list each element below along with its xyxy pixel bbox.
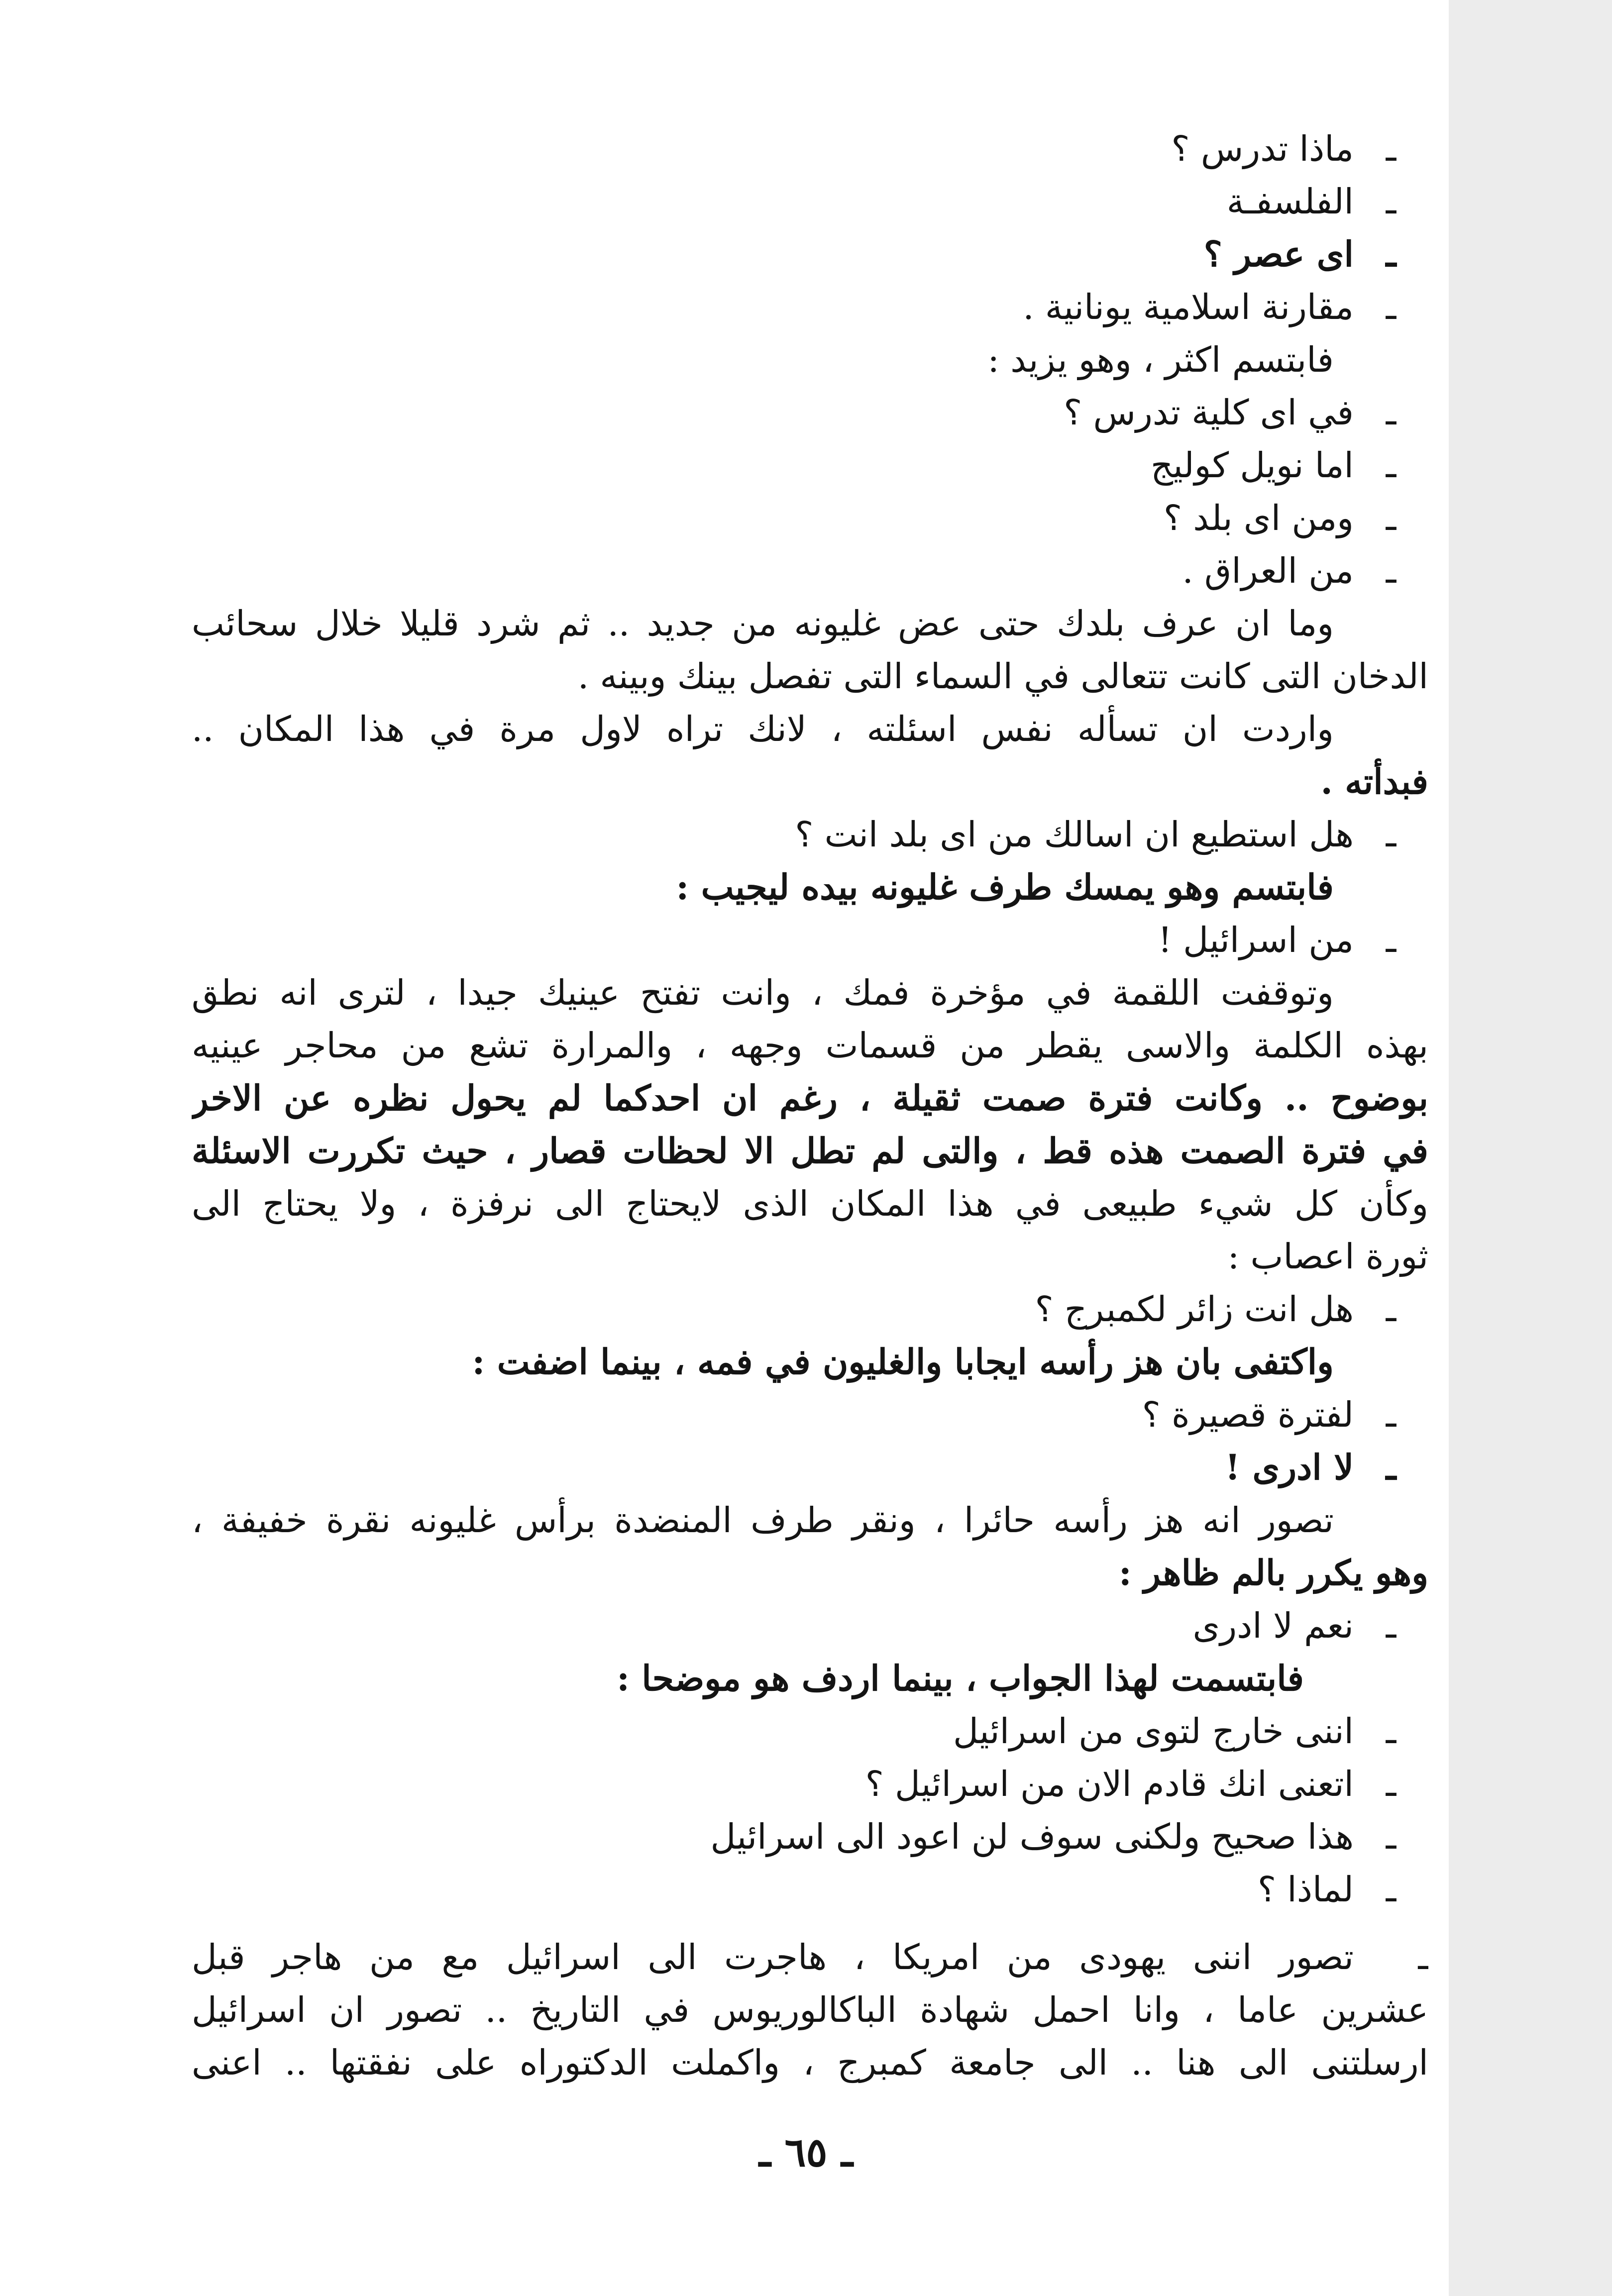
dialogue-text: مقارنة اسلامية يونانية . (1023, 287, 1354, 327)
dialogue-text: ماذا تدرس ؟ (1171, 128, 1354, 169)
dialogue-dash: ـ (1386, 1289, 1397, 1330)
dialogue-line (192, 1705, 1428, 1758)
paragraph-line (192, 1931, 1428, 1983)
paragraph-line: عشرين عاما ، وانا احمل شهادة الباكالوريوس في التاريخ .. تصور ان اسرائيل (192, 1989, 1428, 2030)
dialogue-line (192, 281, 1428, 333)
dialogue-dash: ـ (1386, 181, 1397, 222)
dialogue-line (192, 914, 1428, 966)
paragraph-line: وكأن كل شيء طبيعى في هذا المكان الذى لايحتاج الى نرفزة ، ولا يحتاج الى (192, 1183, 1428, 1224)
dialogue-text: الفلسفـة (1226, 181, 1354, 222)
book-page-text (192, 122, 1428, 2089)
paragraph-line: بوضوح .. وكانت فترة صمت ثقيلة ، رغم ان احدكما لم يحول نظره عن الاخر (192, 1077, 1428, 1119)
dialogue-line (192, 808, 1428, 861)
paragraph-line: بهذه الكلمة والاسى يقطر من قسمات وجهه ، والمرارة تشع من محاجر عينيه (192, 1025, 1428, 1066)
dialogue-text: اى عصر ؟ (1203, 233, 1354, 275)
dialogue-dash: ـ (1386, 920, 1397, 960)
dialogue-dash: ـ (1386, 128, 1397, 169)
dialogue-text: لا ادرى ! (1225, 1447, 1354, 1488)
dialogue-dash: ـ (1386, 1394, 1397, 1435)
dialogue-text: هل استطيع ان اسالك من اى بلد انت ؟ (795, 814, 1354, 855)
dialogue-text: لماذا ؟ (1257, 1869, 1354, 1910)
dialogue-text: ومن اى بلد ؟ (1163, 498, 1354, 538)
dialogue-text: نعم لا ادرى (1192, 1605, 1354, 1646)
dialogue-text: لفترة قصيرة ؟ (1142, 1394, 1354, 1435)
paragraph-line: ارسلتنى الى هنا .. الى جامعة كمبرج ، واكملت الدكتوراه على نفقتها .. اعنى (192, 2042, 1428, 2083)
dialogue-text: في اى كلية تدرس ؟ (1064, 392, 1354, 433)
dialogue-line (192, 228, 1428, 281)
paragraph-line: فبدأته . (1320, 761, 1428, 802)
dialogue-text: اتعنى انك قادم الان من اسرائيل ؟ (865, 1764, 1354, 1804)
paragraph-line: واردت ان تسأله نفس اسئلته ، لانك تراه لاول مرة في هذا المكان .. (192, 709, 1334, 749)
dialogue-dash: ـ (1386, 1764, 1397, 1804)
dialogue-text: اما نويل كوليج (1150, 445, 1354, 486)
paragraph-text: تصور اننى يهودى من امريكا ، هاجرت الى اسرائيل مع من هاجر قبل (192, 1937, 1354, 1978)
dialogue-line (192, 1810, 1428, 1863)
dialogue-line (192, 386, 1428, 439)
dialogue-dash: ـ (1386, 1869, 1397, 1910)
dialogue-line (192, 1863, 1428, 1916)
dialogue-text: اننى خارج لتوى من اسرائيل (953, 1711, 1354, 1752)
paragraph-line: وتوقفت اللقمة في مؤخرة فمك ، وانت تفتح عينيك جيدا ، لترى انه نطق (192, 972, 1334, 1013)
dialogue-dash: ـ (1386, 498, 1397, 538)
dialogue-line (192, 1441, 1428, 1494)
dialogue-line (192, 122, 1428, 175)
dialogue-dash: ـ (1386, 392, 1397, 433)
dialogue-dash: ـ (1418, 1937, 1428, 1978)
dialogue-dash: ـ (1386, 1447, 1397, 1488)
narration-line: واكتفى بان هز رأسه ايجابا والغليون في فمه ، بينما اضفت : (472, 1341, 1334, 1382)
paragraph-line: ثورة اعصاب : (1227, 1236, 1428, 1277)
dialogue-dash: ـ (1386, 445, 1397, 486)
paragraph-line: تصور انه هز رأسه حائرا ، ونقر طرف المنضدة برأس غليونه نقرة خفيفة ، (192, 1500, 1334, 1541)
dialogue-dash: ـ (1386, 1605, 1397, 1646)
dialogue-text: من اسرائيل ! (1158, 920, 1354, 960)
dialogue-dash: ـ (1386, 1711, 1397, 1752)
page-number: ـ ٦٥ ـ (759, 2129, 853, 2176)
dialogue-dash: ـ (1386, 550, 1397, 591)
dialogue-line (192, 492, 1428, 544)
dialogue-dash: ـ (1386, 233, 1397, 275)
dialogue-line (192, 175, 1428, 228)
dialogue-text: من العراق . (1182, 550, 1354, 591)
dialogue-line (192, 1388, 1428, 1441)
paragraph-line: الدخان التى كانت تتعالى في السماء التى تفصل بينك وبينه . (577, 656, 1428, 697)
paragraph-line: وهو يكرر بالم ظاهر : (1118, 1552, 1428, 1593)
dialogue-text: هذا صحيح ولكنى سوف لن اعود الى اسرائيل (710, 1816, 1354, 1857)
narration-line: فابتسمت لهذا الجواب ، بينما اردف هو موضحا : (617, 1658, 1304, 1699)
dialogue-text: هل انت زائر لكمبرج ؟ (1035, 1289, 1354, 1330)
paragraph-line: وما ان عرف بلدك حتى عض غليونه من جديد .. ثم شرد قليلا خلال سحائب (192, 603, 1334, 644)
dialogue-dash: ـ (1386, 814, 1397, 855)
dialogue-dash: ـ (1386, 1816, 1397, 1857)
dialogue-line (192, 1758, 1428, 1810)
dialogue-dash: ـ (1386, 287, 1397, 327)
dialogue-line (192, 439, 1428, 492)
dialogue-line (192, 1599, 1428, 1652)
page-margin-gutter (1449, 0, 1612, 2296)
paragraph-line: في فترة الصمت هذه قط ، والتى لم تطل الا لحظات قصار ، حيث تكررت الاسئلة (192, 1130, 1428, 1171)
narration-line: فابتسم اكثر ، وهو يزيد : (987, 339, 1334, 380)
dialogue-line (192, 544, 1428, 597)
dialogue-line (192, 1283, 1428, 1336)
narration-line: فابتسم وهو يمسك طرف غليونه بيده ليجيب : (676, 866, 1334, 908)
